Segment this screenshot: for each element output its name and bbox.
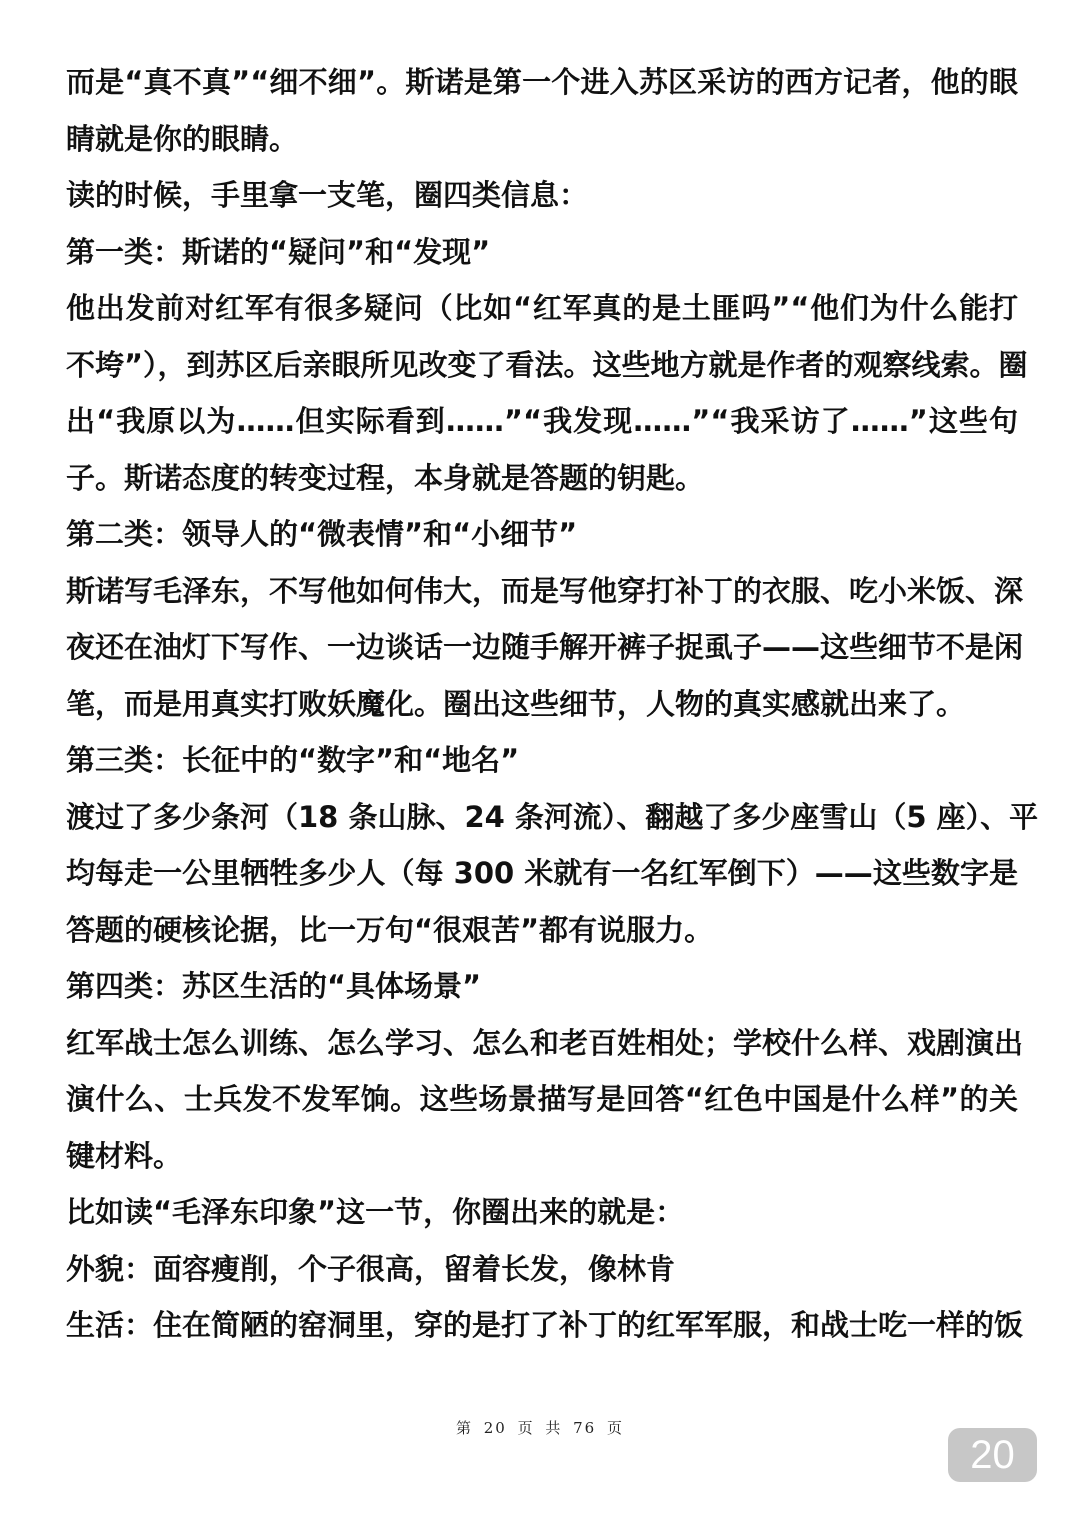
- paragraph-line: 出“我原以为……但实际看到……”“我发现……”“我采访了……”这些句: [66, 404, 1018, 438]
- paragraph-line: 答题的硬核论据，比一万句“很艰苦”都有说服力。: [66, 912, 714, 947]
- page-body: [66, 65, 1039, 1368]
- paragraph-line: 他出发前对红军有很多疑问（比如“红军真的是土匪吗”“他们为什么能打: [66, 291, 1018, 325]
- paragraph-line: 渡过了多少条河（18 条山脉、24 条河流）、翻越了多少座雪山（5 座）、平: [66, 799, 1039, 834]
- paragraph-line: 比如读“毛泽东印象”这一节，你圈出来的就是：: [66, 1195, 685, 1229]
- page-number-badge: 20: [948, 1428, 1037, 1482]
- paragraph-line: 均每走一公里牺牲多少人（每 300 米就有一名红军倒下）——这些数字是: [66, 856, 1018, 890]
- paragraph-line: 红军战士怎么训练、怎么学习、怎么和老百姓相处；学校什么样、戏剧演出: [66, 1025, 1024, 1060]
- paragraph-line: 笔，而是用真实打败妖魔化。圈出这些细节，人物的真实感就出来了。: [66, 686, 966, 721]
- paragraph-line: 外貌：面容瘦削，个子很高，留着长发，像林肯: [66, 1251, 676, 1286]
- paragraph-line: 夜还在油灯下写作、一边谈话一边随手解开裤子捉虱子——这些细节不是闲: [66, 630, 1024, 664]
- paragraph-line: 斯诺写毛泽东，不写他如何伟大，而是写他穿打补丁的衣服、吃小米饭、深: [66, 573, 1024, 608]
- paragraph-line: 演什么、士兵发不发军饷。这些场景描写是回答“红色中国是什么样”的关: [66, 1082, 1018, 1116]
- paragraph-line: 子。斯诺态度的转变过程，本身就是答题的钥匙。: [66, 460, 705, 495]
- paragraph-line: 键材料。: [66, 1138, 183, 1173]
- paragraph-line: 睛就是你的眼睛。: [66, 121, 299, 156]
- section-heading: 第四类：苏区生活的“具体场景”: [66, 969, 482, 1003]
- page-number-footer: 第 20 页 共 76 页: [455, 1419, 624, 1437]
- paragraph-line: 生活：住在简陋的窑洞里，穿的是打了补丁的红军军服，和战士吃一样的饭: [66, 1308, 1024, 1342]
- paragraph-line: 读的时候，手里拿一支笔，圈四类信息：: [66, 178, 589, 212]
- section-heading: 第三类：长征中的“数字”和“地名”: [66, 743, 520, 777]
- paragraph-line: 而是“真不真”“细不细”。斯诺是第一个进入苏区采访的西方记者，他的眼: [66, 65, 1018, 99]
- section-heading: 第二类：领导人的“微表情”和“小细节”: [66, 517, 578, 551]
- section-heading: 第一类：斯诺的“疑问”和“发现”: [66, 234, 491, 269]
- paragraph-line: 不垮”），到苏区后亲眼所见改变了看法。这些地方就是作者的观察线索。圈: [66, 347, 1028, 382]
